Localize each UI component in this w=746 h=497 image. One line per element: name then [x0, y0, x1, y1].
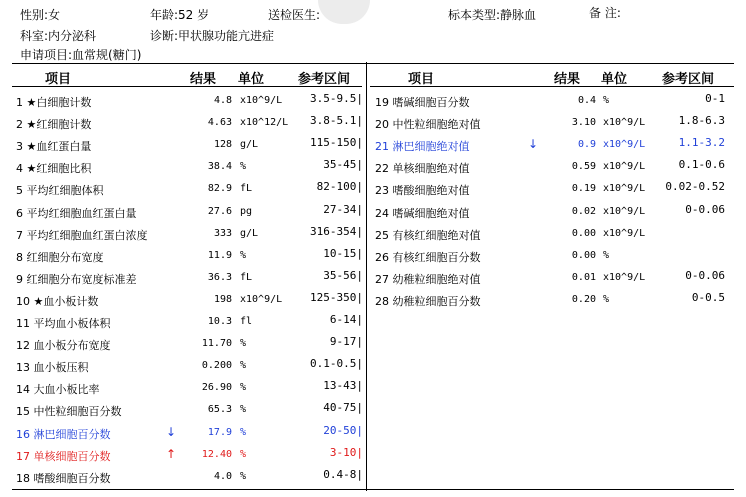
item-name: 幼稚粒细胞绝对值: [392, 272, 481, 286]
unit: %: [240, 382, 247, 394]
item-number: 17: [16, 449, 30, 463]
item-cell: [16, 94, 91, 110]
item-name: 平均血小板体积: [33, 317, 111, 330]
item-name: 淋巴细胞百分数: [33, 427, 111, 441]
item-cell: [16, 403, 122, 419]
result-value: 82.9: [207, 183, 232, 195]
item-cell: [375, 227, 481, 243]
unit: g/L: [240, 227, 259, 239]
result-value: 11.70: [201, 338, 232, 350]
item-number: 25: [375, 228, 389, 242]
item-number: 28: [375, 294, 389, 308]
reference-range: 0-1: [705, 92, 725, 105]
left-header-result: 结果: [190, 72, 217, 87]
item-cell: [375, 293, 481, 309]
item-cell: [375, 160, 470, 176]
reference-range: 20-50|: [323, 423, 363, 437]
item-number: 19: [375, 96, 389, 109]
result-value: 27.6: [207, 205, 232, 217]
unit: %: [240, 249, 247, 261]
reference-range: 27-34|: [323, 202, 363, 216]
reference-range: 0.02-0.52: [665, 180, 725, 194]
result-row: [375, 289, 735, 311]
result-value: 0.200: [201, 360, 232, 372]
item-name: 淋巴细胞绝对值: [392, 140, 470, 154]
result-row: [375, 156, 735, 178]
item-number: 4: [16, 162, 23, 176]
unit: %: [240, 360, 247, 372]
result-row: [375, 112, 735, 134]
reference-range: 125-350|: [310, 290, 363, 304]
item-cell: [16, 470, 111, 486]
reference-range: 10-15|: [323, 246, 363, 260]
result-row: [16, 422, 364, 444]
unit: fL: [240, 271, 253, 283]
item-cell: [375, 271, 481, 287]
unit: fL: [240, 183, 253, 195]
unit: %: [240, 426, 247, 438]
item-cell: [375, 138, 470, 154]
unit: g/L: [240, 139, 259, 151]
result-row: [16, 223, 364, 245]
result-value: 17.9: [207, 426, 232, 438]
result-value: 0.00: [571, 249, 596, 261]
item-name: 平均红细胞体积: [26, 184, 104, 198]
result-row: [16, 289, 364, 311]
reference-range: 3-10|: [329, 445, 363, 459]
result-row: [16, 134, 364, 156]
item-cell: [16, 448, 111, 464]
redaction-mark: [318, 0, 370, 24]
item-number: 27: [375, 272, 389, 286]
item-cell: [16, 271, 137, 287]
item-number: 7: [16, 228, 23, 242]
result-value: 3.10: [571, 117, 596, 129]
item-number: 8: [16, 250, 23, 264]
item-number: 26: [375, 250, 389, 264]
item-cell: [16, 381, 100, 397]
unit: fl: [240, 316, 253, 327]
result-row: [16, 355, 364, 377]
unit: x10^9/L: [603, 271, 646, 283]
item-cell: [375, 94, 470, 110]
item-cell: [16, 426, 111, 442]
table-bottom-rule: [12, 489, 734, 490]
item-cell: [16, 337, 111, 353]
result-row: [16, 245, 364, 267]
unit: %: [240, 404, 247, 416]
result-row: [375, 90, 735, 112]
header-top-rule: [12, 63, 734, 64]
doctor-label: 送检医生:: [268, 8, 321, 22]
result-row: [16, 156, 364, 178]
result-row: [16, 311, 364, 333]
item-cell: [16, 249, 104, 265]
column-divider: [366, 62, 367, 491]
reference-range: 13-43|: [323, 379, 363, 393]
item-name: 嗜酸细胞百分数: [33, 471, 111, 485]
result-row: [16, 178, 364, 200]
gender-label: 性别:女: [20, 8, 61, 22]
unit: pg: [240, 205, 253, 217]
reference-range: 0-0.06: [685, 268, 725, 282]
reference-range: 0-0.5: [691, 290, 725, 304]
result-row: [16, 399, 364, 421]
item-name: 单核细胞绝对值: [392, 162, 470, 176]
reference-range: 115-150|: [310, 136, 363, 150]
item-number: 14: [16, 383, 30, 397]
item-name: 大血小板比率: [33, 383, 100, 397]
result-value: 38.4: [207, 161, 232, 173]
result-row: [16, 377, 364, 399]
reference-range: 82-100|: [316, 180, 363, 194]
result-value: 12.40: [201, 448, 232, 460]
result-value: 11.9: [207, 249, 232, 261]
item-number: 10: [16, 294, 30, 308]
result-row: [375, 245, 735, 267]
result-value: 0.00: [571, 227, 596, 239]
item-number: 13: [16, 361, 30, 375]
unit: x10^9/L: [240, 293, 283, 305]
result-value: 333: [213, 227, 232, 239]
result-row: [16, 201, 364, 223]
item-number: 6: [16, 206, 23, 220]
item-number: 9: [16, 272, 23, 286]
result-row: [375, 178, 735, 200]
unit: %: [603, 249, 610, 261]
item-cell: [375, 205, 470, 221]
reference-range: 1.8-6.3: [678, 114, 725, 128]
result-row: [16, 267, 364, 289]
left-header-item: 项目: [45, 72, 72, 87]
item-cell: [16, 160, 91, 176]
reference-range: 35-45|: [323, 158, 363, 172]
item-cell: [16, 182, 104, 198]
item-name: 嗜碱细胞百分数: [392, 96, 470, 109]
reference-range: 40-75|: [323, 401, 363, 415]
item-number: 12: [16, 339, 30, 353]
item-name: 嗜碱细胞绝对值: [392, 206, 470, 220]
item-name: 有核红细胞绝对值: [392, 228, 481, 242]
item-name: 血小板分布宽度: [33, 339, 111, 353]
result-row: [375, 223, 735, 245]
unit: x10^9/L: [603, 205, 646, 217]
item-cell: [16, 138, 91, 154]
item-name: 红细胞分布宽度: [26, 250, 104, 264]
sample-type-label: 标本类型:静脉血: [448, 8, 537, 22]
result-value: 0.9: [577, 139, 596, 151]
item-cell: [16, 205, 137, 221]
result-row: [16, 466, 364, 488]
arrow-down-icon: ↓: [166, 424, 177, 439]
reference-range: 6-14|: [329, 313, 363, 326]
unit: x10^9/L: [603, 139, 646, 151]
department-label: 科室:内分泌科: [20, 29, 97, 43]
unit: x10^9/L: [603, 117, 646, 129]
right-header-item: 项目: [408, 72, 435, 87]
result-value: 26.90: [201, 382, 232, 394]
item-name: 嗜酸细胞绝对值: [392, 184, 470, 198]
unit: x10^9/L: [603, 161, 646, 173]
unit: %: [240, 470, 247, 482]
reference-range: 3.8-5.1|: [310, 114, 363, 128]
result-value: 128: [213, 139, 232, 151]
reference-range: 9-17|: [329, 335, 363, 349]
item-cell: [375, 182, 470, 198]
reference-range: 0.4-8|: [323, 467, 363, 481]
item-number: 1: [16, 96, 23, 109]
item-name: ★红细胞计数: [26, 118, 92, 132]
left-header-unit: 单位: [238, 72, 265, 87]
item-name: ★血小板计数: [33, 294, 99, 308]
item-cell: [16, 227, 148, 243]
result-row: [16, 112, 364, 134]
reference-range: 3.5-9.5|: [310, 92, 363, 105]
right-header-ref: 参考区间: [662, 72, 715, 87]
item-name: ★白细胞计数: [26, 96, 92, 109]
result-value: 0.4: [577, 95, 596, 106]
item-number: 22: [375, 162, 389, 176]
item-number: 21: [375, 140, 389, 154]
arrow-down-icon: ↓: [528, 137, 539, 152]
unit: x10^12/L: [240, 117, 289, 129]
item-name: 血小板压积: [33, 361, 89, 375]
item-number: 23: [375, 184, 389, 198]
left-header-ref: 参考区间: [298, 72, 351, 87]
item-number: 3: [16, 140, 23, 154]
result-value: 4.0: [213, 470, 232, 482]
item-cell: [375, 116, 481, 132]
result-value: 0.19: [571, 183, 596, 195]
item-name: 单核细胞百分数: [33, 449, 111, 463]
unit: %: [603, 293, 610, 305]
item-name: 中性粒细胞绝对值: [392, 118, 481, 132]
item-cell: [16, 359, 89, 375]
item-name: 幼稚粒细胞百分数: [392, 294, 481, 308]
item-cell: [375, 249, 481, 265]
item-name: 中性粒细胞百分数: [33, 405, 122, 419]
reference-range: 0-0.06: [685, 202, 725, 216]
result-value: 0.02: [571, 205, 596, 217]
result-value: 4.63: [207, 117, 232, 129]
unit: %: [240, 448, 247, 460]
item-name: 红细胞分布宽度标准差: [26, 272, 137, 286]
result-value: 0.20: [571, 293, 596, 305]
item-number: 20: [375, 118, 389, 132]
reference-range: 0.1-0.5|: [310, 357, 363, 371]
reference-range: 35-56|: [323, 268, 363, 282]
diagnosis-label: 诊断:甲状腺功能亢进症: [150, 29, 275, 43]
item-number: 2: [16, 118, 23, 132]
unit: x10^9/L: [603, 183, 646, 195]
result-value: 198: [213, 293, 232, 305]
unit: x10^9/L: [240, 95, 283, 106]
item-cell: [16, 315, 111, 331]
result-value: 10.3: [207, 316, 232, 327]
request-items-label: 申请项目:血常规(糖门): [20, 48, 142, 62]
result-value: 65.3: [207, 404, 232, 416]
result-row: [16, 444, 364, 466]
result-row: [16, 333, 364, 355]
arrow-up-icon: ↑: [166, 446, 177, 461]
unit: x10^9/L: [603, 227, 646, 239]
item-number: 15: [16, 405, 30, 419]
reference-range: 1.1-3.2: [678, 136, 725, 150]
result-value: 0.59: [571, 161, 596, 173]
age-label: 年龄:52 岁: [150, 8, 210, 22]
item-cell: [16, 116, 91, 132]
result-value: 36.3: [207, 271, 232, 283]
result-row: [16, 90, 364, 112]
item-number: 18: [16, 471, 30, 485]
remark-label: 备 注:: [589, 6, 621, 20]
result-value: 0.01: [571, 271, 596, 283]
item-name: ★红细胞比积: [26, 162, 92, 176]
unit: %: [603, 95, 610, 106]
item-name: ★血红蛋白量: [26, 140, 92, 154]
right-header-result: 结果: [554, 72, 581, 87]
item-name: 有核红细胞百分数: [392, 250, 481, 264]
item-name: 平均红细胞血红蛋白量: [26, 206, 137, 220]
reference-range: 316-354|: [310, 224, 363, 238]
result-row: [375, 267, 735, 289]
unit: %: [240, 161, 247, 173]
result-value: 4.8: [213, 95, 232, 106]
result-row: [375, 134, 735, 156]
item-number: 24: [375, 206, 389, 220]
unit: %: [240, 338, 247, 350]
item-number: 11: [16, 317, 30, 330]
result-row: [375, 201, 735, 223]
item-number: 5: [16, 184, 23, 198]
item-number: 16: [16, 427, 30, 441]
item-name: 平均红细胞血红蛋白浓度: [26, 228, 148, 242]
item-cell: [16, 293, 98, 309]
right-header-unit: 单位: [601, 72, 628, 87]
reference-range: 0.1-0.6: [678, 158, 725, 172]
